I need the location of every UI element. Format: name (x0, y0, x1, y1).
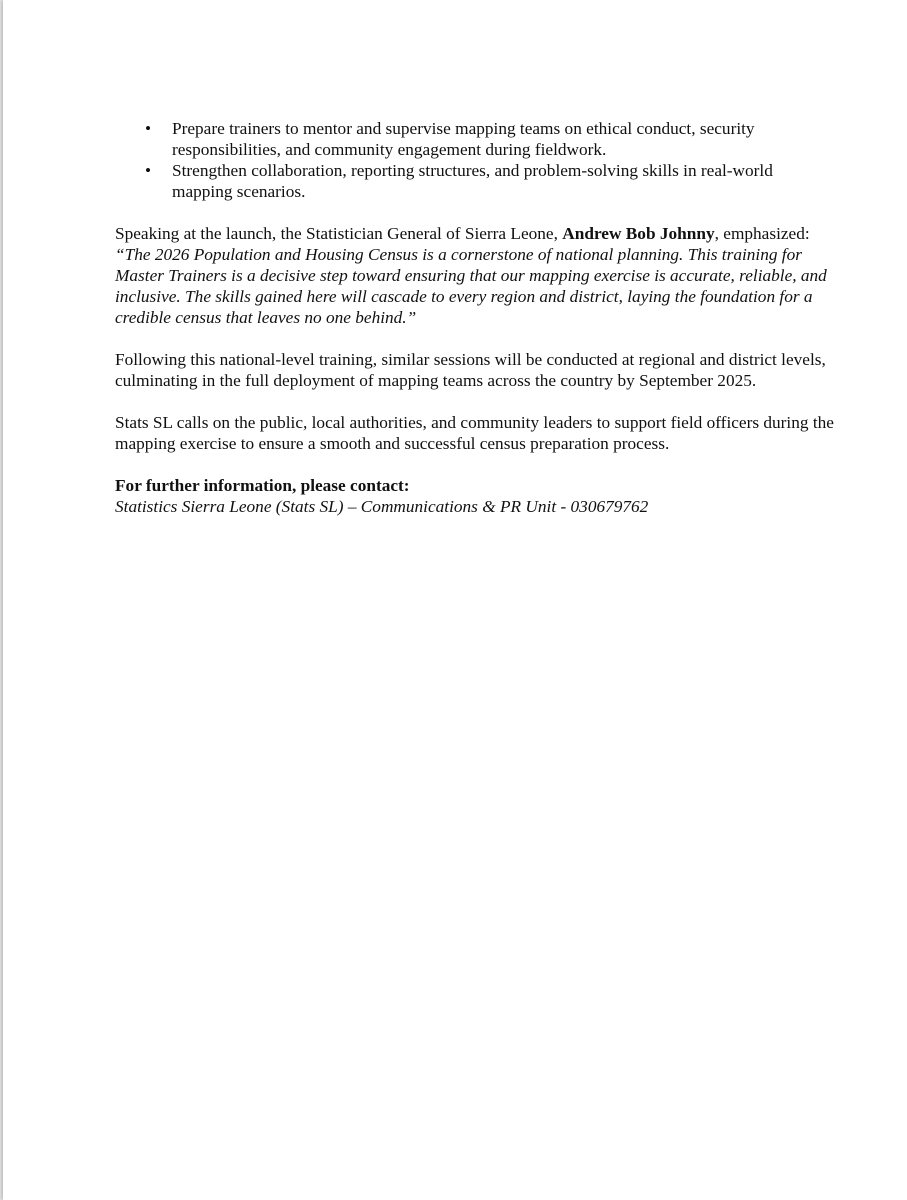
speech-intro-text: Speaking at the launch, the Statistician General of Sierra Leone, (115, 224, 563, 243)
spacer (115, 454, 835, 475)
document-page (3, 0, 907, 1200)
list-item (115, 118, 835, 160)
contact-heading: For further information, please contact: (115, 476, 410, 495)
list-item (115, 160, 835, 202)
list-item-text: Strengthen collaboration, reporting structures, and problem-solving skills in real-world mapping scenarios. (172, 161, 773, 201)
bullet-icon: • (145, 119, 152, 138)
spacer (115, 202, 835, 223)
following-paragraph: Following this national-level training, similar sessions will be conducted at regional and district levels, culminating in the full deployment of mapping teams across the country by September 2025. (115, 350, 826, 390)
list-item-text: Prepare trainers to mentor and supervise mapping teams on ethical conduct, security responsibilities, and community engagement during fieldwork. (172, 119, 755, 159)
document-body (115, 118, 835, 517)
spacer (115, 328, 835, 349)
appeal-paragraph: Stats SL calls on the public, local authorities, and community leaders to support field officers during the mapping exercise to ensure a smooth and successful census preparation process. (115, 413, 834, 453)
spacer (115, 391, 835, 412)
quote-paragraph: “The 2026 Population and Housing Census is a cornerstone of national planning. This training for Master Trainers is a decisive step toward ensuring that our mapping exercise is accurate, reliable, and inclusive. The skills gained here will cascade to every region and district, laying the foundation for a credible census that leaves no one behind.” (115, 245, 827, 327)
speaker-name: Andrew Bob Johnny (562, 224, 715, 243)
bullet-icon: • (145, 161, 152, 180)
contact-details: Statistics Sierra Leone (Stats SL) – Communications & PR Unit - 030679762 (115, 497, 649, 516)
objectives-list (115, 118, 835, 202)
speech-intro-paragraph (115, 223, 835, 244)
speech-after-text: , emphasized: (714, 224, 810, 243)
